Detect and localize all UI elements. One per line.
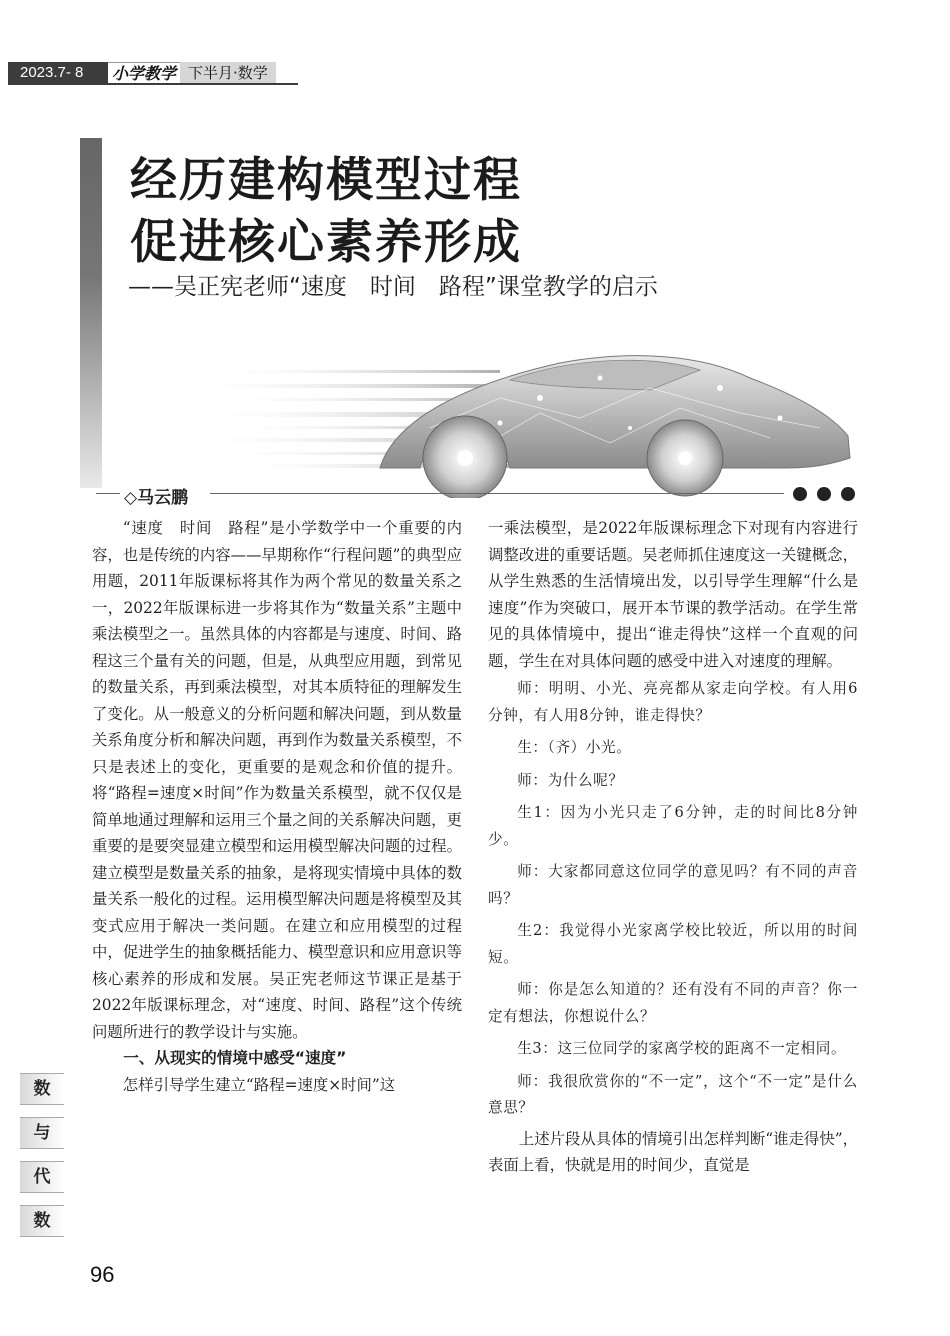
side-tab: 代 [20,1161,64,1193]
author-rule-right [210,493,784,494]
title-line-1: 经历建构模型过程 [130,153,522,208]
body-paragraph: “速度 时间 路程”是小学数学中一个重要的内容，也是传统的内容——早期称作“行程问题”的典型应用题，2011年版课标将其作为两个常见的数量关系之一，2022年版课标进一步将其作为“数量关系”主题中乘法模型之一。虽然具体的内容都是与速度、时间、路程这三个量有关的问题，但是，从典型应用题，到常见的数量关系，再到乘法模型，对其本质特征的理解发生了变化。从一般意义的分析问题和解决问题，到从数量关系角度分析和解决问题，再到作为数量关系模型，不只是表述上的变化，更重要的是观念和价值的提升。将“路程=速度×时间”作为数量关系模型，就不仅仅是简单地通过理解和运用三个量之间的关系解决问题，更重要的是要突显建立模型和运用模型解决问题的过程。建立模型是数量关系的抽象，是将现实情境中具体的数量关系一般化的过程。运用模型解决问题是将模型及其变式应用于解决一类问题。在建立和应用模型的过程中，促进学生的抽象概括能力、模型意识和应用意识等核心素养的形成和发展。吴正宪老师这节课正是基于2022年版课标理念，对“速度、时间、路程”这个传统问题所进行的教学设计与实施。 [92,519,462,1041]
dialogue-line: 生1：因为小光只走了6分钟，走的时间比8分钟少。 [488,804,858,848]
running-header [8,62,276,84]
dialogue-line: 生3：这三位同学的家离学校的距离不一定相同。 [517,1040,847,1057]
decorative-dots [790,486,860,502]
left-column [92,515,462,1099]
article-title [130,150,522,274]
side-tab: 数 [20,1073,64,1105]
dialogue-line: 生：（齐）小光。 [517,739,632,756]
author-rule-left [96,493,120,494]
dialogue-line: 师：大家都同意这位同学的意见吗？有不同的声音吗？ [488,863,858,907]
dot-1 [793,487,807,501]
dialogue-line: 师：我很欣赏你的“不一定”，这个“不一定”是什么意思？ [488,1072,858,1116]
title-line-2: 促进核心素养形成 [130,215,522,270]
side-tab: 与 [20,1117,64,1149]
page-number: 96 [90,1262,115,1287]
side-tab: 数 [20,1205,64,1237]
dialogue-line: 师：明明、小光、亮亮都从家走向学校。有人用6分钟，有人用8分钟，谁走得快？ [488,680,858,724]
right-column [488,515,858,1179]
section-name: 下半月·数学 [180,62,276,84]
section-side-tabs [20,1073,64,1249]
body-paragraph: 怎样引导学生建立“路程=速度×时间”这 [122,1076,396,1094]
dot-2 [817,487,831,501]
title-accent-bar [80,138,102,488]
dialogue-line: 师：为什么呢？ [517,771,624,789]
speeding-car-illustration [180,318,860,498]
article-subtitle: ——吴正宪老师“速度 时间 路程”课堂教学的启示 [128,274,658,300]
dot-3 [841,487,855,501]
magazine-name: 小学教学 [108,62,180,84]
body-paragraph: 一乘法模型，是2022年版课标理念下对现有内容进行调整改进的重要话题。吴老师抓住速度这一关键概念，从学生熟悉的生活情境出发，以引导学生理解“什么是速度”作为突破口，展开本节课的教学活动。在学生常见的具体情境中，提出“谁走得快”这样一个直观的问题，学生在对具体问题的感受中进入对速度的理解。 [488,519,858,670]
body-paragraph: 上述片段从具体的情境引出怎样判断“谁走得快”，表面上看，快就是用的时间少，直觉是 [488,1129,858,1174]
section-heading: 一、从现实的情境中感受“速度” [123,1049,347,1067]
issue-date: 2023.7- 8 [8,62,108,84]
dialogue-line: 生2：我觉得小光家离学校比较近，所以用的时间短。 [488,922,858,966]
dialogue-line: 师：你是怎么知道的？还有没有不同的声音？你一定有想法，你想说什么？ [488,981,858,1025]
author-name: ◇马云鹏 [124,488,189,508]
header-rule [8,83,298,85]
